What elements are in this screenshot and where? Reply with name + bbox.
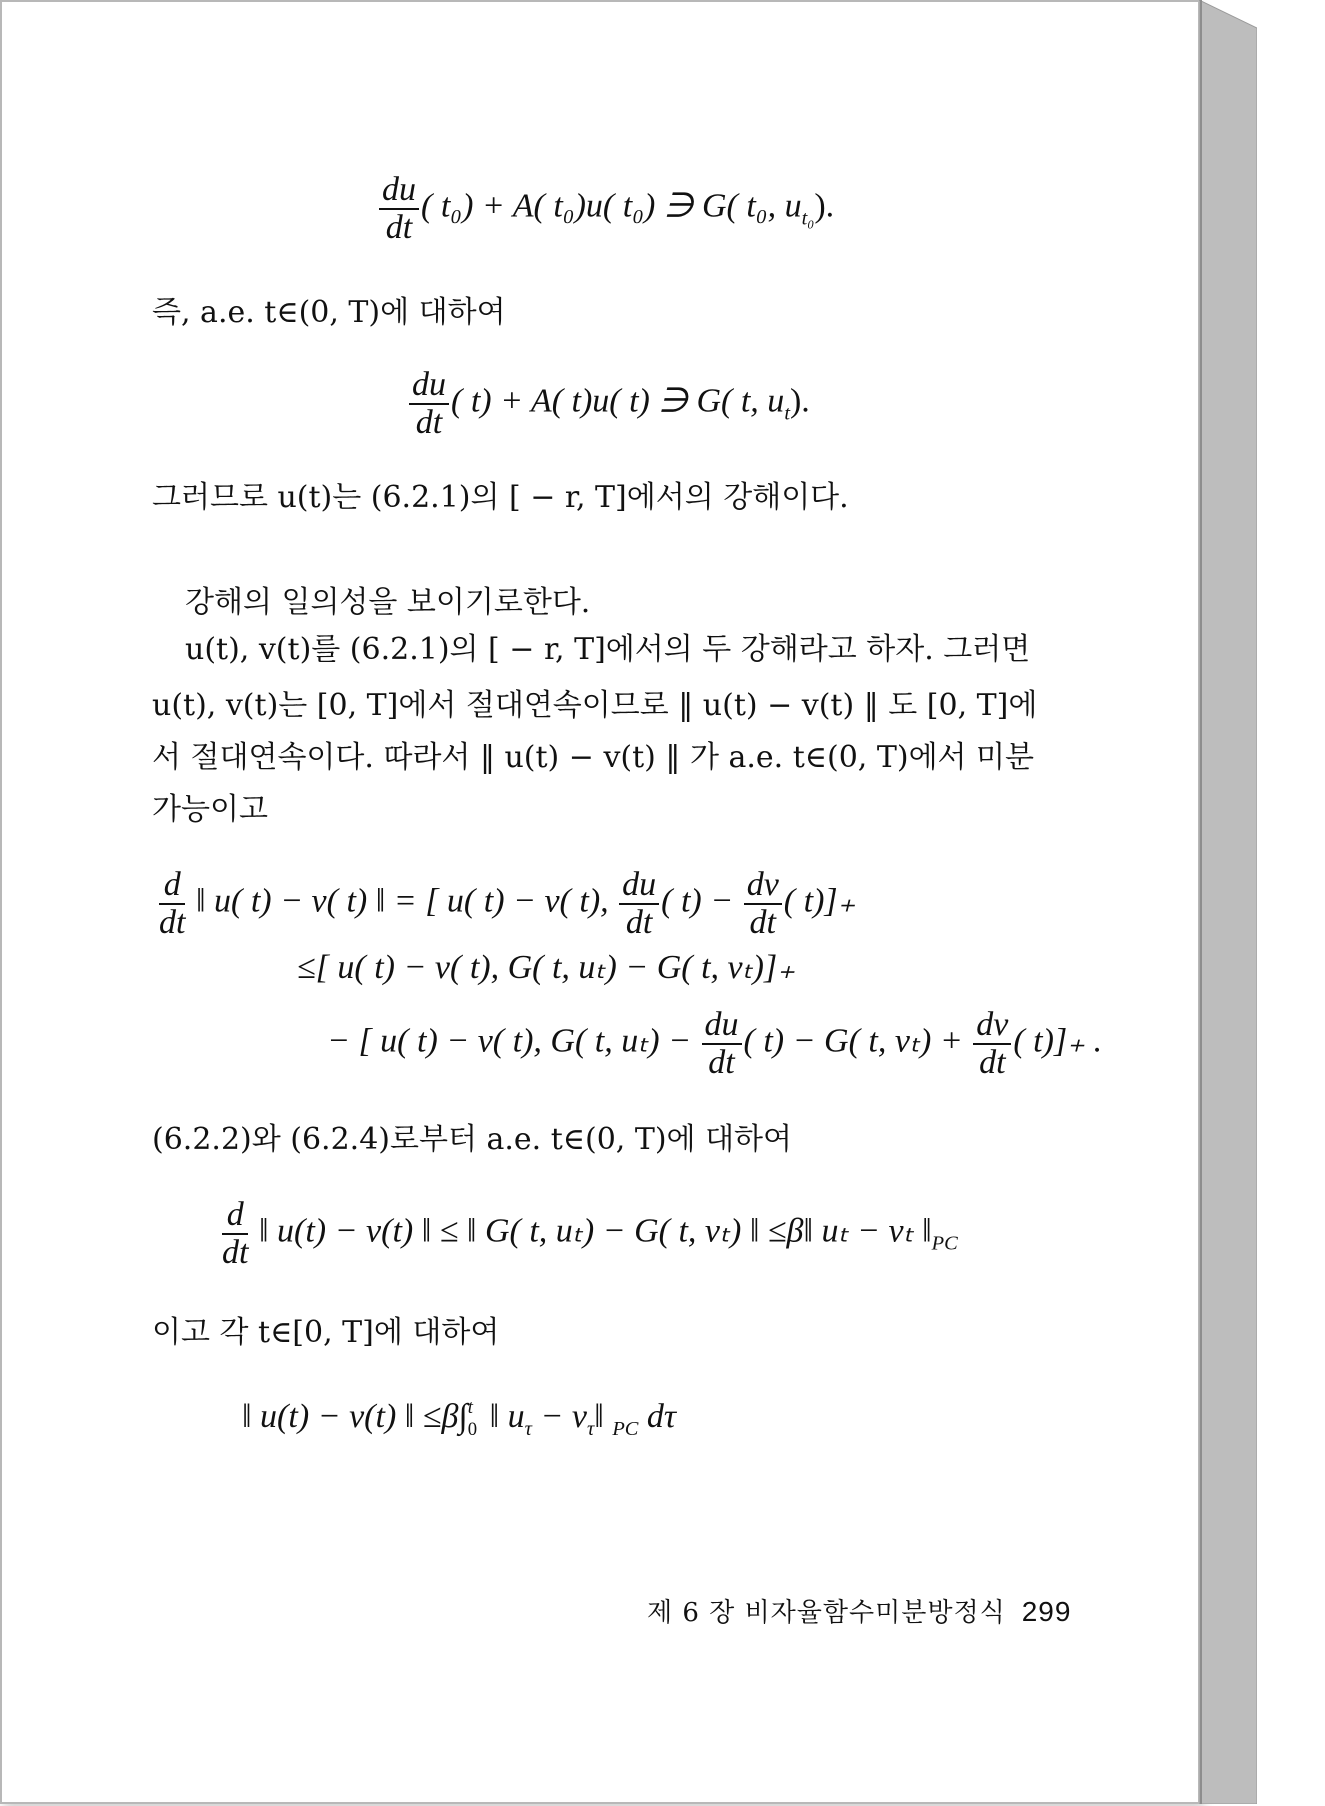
text-line-a: 즉, a.e. t∈(0, T)에 대하여 xyxy=(152,295,506,330)
equation-4: $\frac{d}{dt}$ ‖ u(t) − v(t) ‖ ≤ ‖ G( t, uₜ) − G( t, vₜ) ‖ ≤β‖ uₜ − vₜ $‖_{PC}$ xyxy=(222,1196,958,1271)
paragraph-2-line-1: u(t), v(t)를 (6.2.1)의 [ − r, T]에서의 두 강해라고 하자. 그러면 xyxy=(185,632,1031,667)
page-footer xyxy=(647,1592,1071,1629)
text-line-d: 이고 각 t∈[0, T]에 대하여 xyxy=(152,1315,500,1350)
equation-2: $\frac{du}{dt}$ ( t) + A( t)u( t) ∋ G( t, $u_t$). xyxy=(407,367,810,440)
paragraph-2-line-2: u(t), v(t)는 [0, T]에서 절대연속이므로 ‖ u(t) − v(t) ‖ 도 [0, T]에 xyxy=(152,688,1038,723)
equation-5: ‖ u(t) − v(t) ‖ ≤β∫ t 0 ‖ $u_\tau$ − $v_\tau‖$ $_{PC}$ dτ xyxy=(242,1397,677,1441)
chapter-title: 제 6 장 비자율함수미분방정식 xyxy=(647,1598,1006,1628)
equation-1: $\frac{du}{dt}$ ( t₀) + A( t₀)u( t₀) ∋ G( t₀, $u_{t_0}$). xyxy=(377,172,834,245)
book-side-edge xyxy=(1199,0,1257,1804)
paragraph-2-line-3: 서 절대연속이다. 따라서 ‖ u(t) − v(t) ‖ 가 a.e. t∈(0, T)에서 미분 xyxy=(152,740,1035,775)
paragraph-2-line-4: 가능이고 xyxy=(152,792,268,827)
equation-3-line-1: $\frac{d}{dt}$ ‖ u( t) − v( t) ‖ = [ u( t) − v( t), $\frac{du}{dt}$ ( t) − $\frac{dv}{dt}$ ( t)]₊ xyxy=(159,866,856,941)
equation-3-line-3: − [ u( t) − v( t), G( t, uₜ) − $\frac{du}{dt}$ ( t) − G( t, vₜ) + $\frac{dv}{dt}$ ( t)]₊ . xyxy=(327,1006,1103,1081)
text-line-b: 그러므로 u(t)는 (6.2.1)의 [ − r, T]에서의 강해이다. xyxy=(152,480,849,515)
page-number: 299 xyxy=(1021,1596,1072,1627)
text-line-c: (6.2.2)와 (6.2.4)로부터 a.e. t∈(0, T)에 대하여 xyxy=(152,1122,793,1157)
paragraph-1: 강해의 일의성을 보이기로한다. xyxy=(185,585,591,620)
equation-3-line-2: ≤[ u( t) − v( t), G( t, uₜ) − G( t, vₜ)]₊ xyxy=(297,949,796,986)
